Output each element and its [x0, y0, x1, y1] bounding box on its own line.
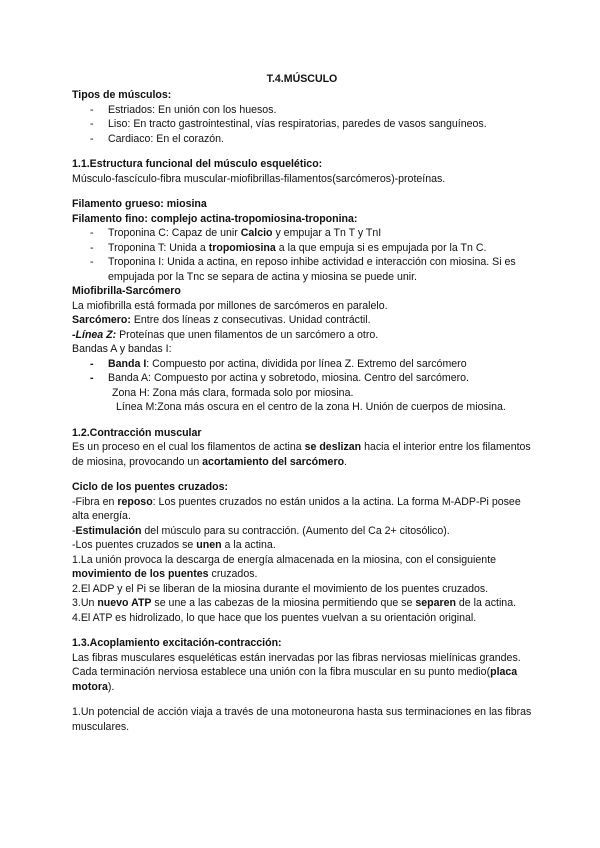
- list-item: - Troponina C: Capaz de unir Calcio y empujar a Tn T y TnI: [90, 226, 532, 241]
- linea-m-text: Línea M:Zona más oscura en el centro de la zona H. Unión de cuerpos de miosina.: [116, 401, 506, 413]
- section-1-3-text: Las fibras musculares esqueléticas están inervadas por las fibras nerviosas mielínicas grandes. Cada terminación nerviosa establece una unión con la fibra muscular en su punto medio(placa motora).: [72, 651, 521, 693]
- ciclo-line-6: 3.Un nuevo ATP se une a las cabezas de la miosina permitiendo que se separen de la actina.: [72, 597, 517, 609]
- ciclo-line-4: 1.La unión provoca la descarga de energía almacenada en la miosina, con el consiguiente movimiento de los puentes cruzados.: [72, 553, 497, 580]
- list-item: - Estriados: En unión con los huesos.: [90, 103, 532, 118]
- ciclo-line-5: 2.El ADP y el Pi se liberan de la miosina durante el movimiento de los puentes cruzados.: [72, 582, 489, 595]
- page-title: T.4.MÚSCULO: [266, 73, 338, 85]
- section-1-3-heading: 1.3.Acoplamiento excitación-contracción:: [72, 637, 282, 649]
- miofibrilla-heading: Miofibrilla-Sarcómero: [72, 285, 181, 297]
- section-1-2-text: Es un proceso en el cual los filamentos de actina se deslizan hacia el interior entre los filamentos de miosina, provocando un acortamiento del sarcómero.: [72, 441, 531, 468]
- section-1-2-heading: 1.2.Contracción muscular: [72, 426, 202, 439]
- ciclo-line-7: 4.El ATP es hidrolizado, lo que hace que los puentes vuelvan a su orientación original.: [72, 611, 477, 624]
- bandas-text: Bandas A y bandas I:: [72, 343, 172, 355]
- list-item: - Banda I: Compuesto por actina, dividida por línea Z. Extremo del sarcómero: [90, 357, 532, 372]
- list-item: - Banda A: Compuesto por actina y sobretodo, miosina. Centro del sarcómero.: [90, 371, 532, 386]
- list-item: - Troponina T: Unida a tropomiosina a la que empuja si es empujada por la Tn C.: [90, 241, 532, 256]
- linea-z-text: -Línea Z: Proteínas que unen filamentos de un sarcómero a otro.: [72, 328, 379, 341]
- section-1-1-text: Músculo-fascículo-fibra muscular-miofibrillas-filamentos(sarcómeros)-proteínas.: [72, 172, 446, 185]
- section-1-1-heading: 1.1.Estructura funcional del músculo esquelético:: [72, 158, 323, 170]
- zona-h-text: Zona H: Zona más clara, formada solo por miosina.: [112, 386, 354, 399]
- troponina-list: [72, 226, 532, 284]
- sarcomero-text: Sarcómero: Entre dos líneas z consecutivas. Unidad contráctil.: [72, 314, 371, 326]
- bandas-list: [72, 357, 532, 386]
- document-page: [72, 72, 532, 734]
- list-item: - Liso: En tracto gastrointestinal, vías respiratorias, paredes de vasos sanguíneos.: [90, 117, 532, 132]
- ciclo-line-1: -Fibra en reposo: Los puentes cruzados no están unidos a la actina. La forma M-ADP-Pi posee alta energía.: [72, 495, 521, 522]
- tipos-list: [72, 103, 532, 147]
- miofibrilla-text: La miofibrilla está formada por millones de sarcómeros en paralelo.: [72, 299, 388, 312]
- ciclo-heading: Ciclo de los puentes cruzados:: [72, 481, 228, 493]
- filamento-grueso-heading: Filamento grueso: miosina: [72, 198, 207, 210]
- ciclo-line-3: -Los puentes cruzados se unen a la actina.: [72, 539, 276, 551]
- tipos-heading: Tipos de músculos:: [72, 89, 172, 101]
- list-item: - Troponina I: Unida a actina, en reposo inhibe actividad e interacción con miosina. Si es empujada por la Tnc se separa de actina y miosina se puede unir.: [90, 255, 532, 284]
- filamento-fino-heading: Filamento fino: complejo actina-tropomiosina-troponina:: [72, 212, 358, 225]
- list-item: - Cardiaco: En el corazón.: [90, 132, 532, 147]
- ciclo-line-2: -Estimulación del músculo para su contracción. (Aumento del Ca 2+ citosólico).: [72, 524, 450, 537]
- section-1-3-step-1: 1.Un potencial de acción viaja a través de una motoneurona hasta sus terminaciones en las fibras musculares.: [72, 706, 532, 733]
